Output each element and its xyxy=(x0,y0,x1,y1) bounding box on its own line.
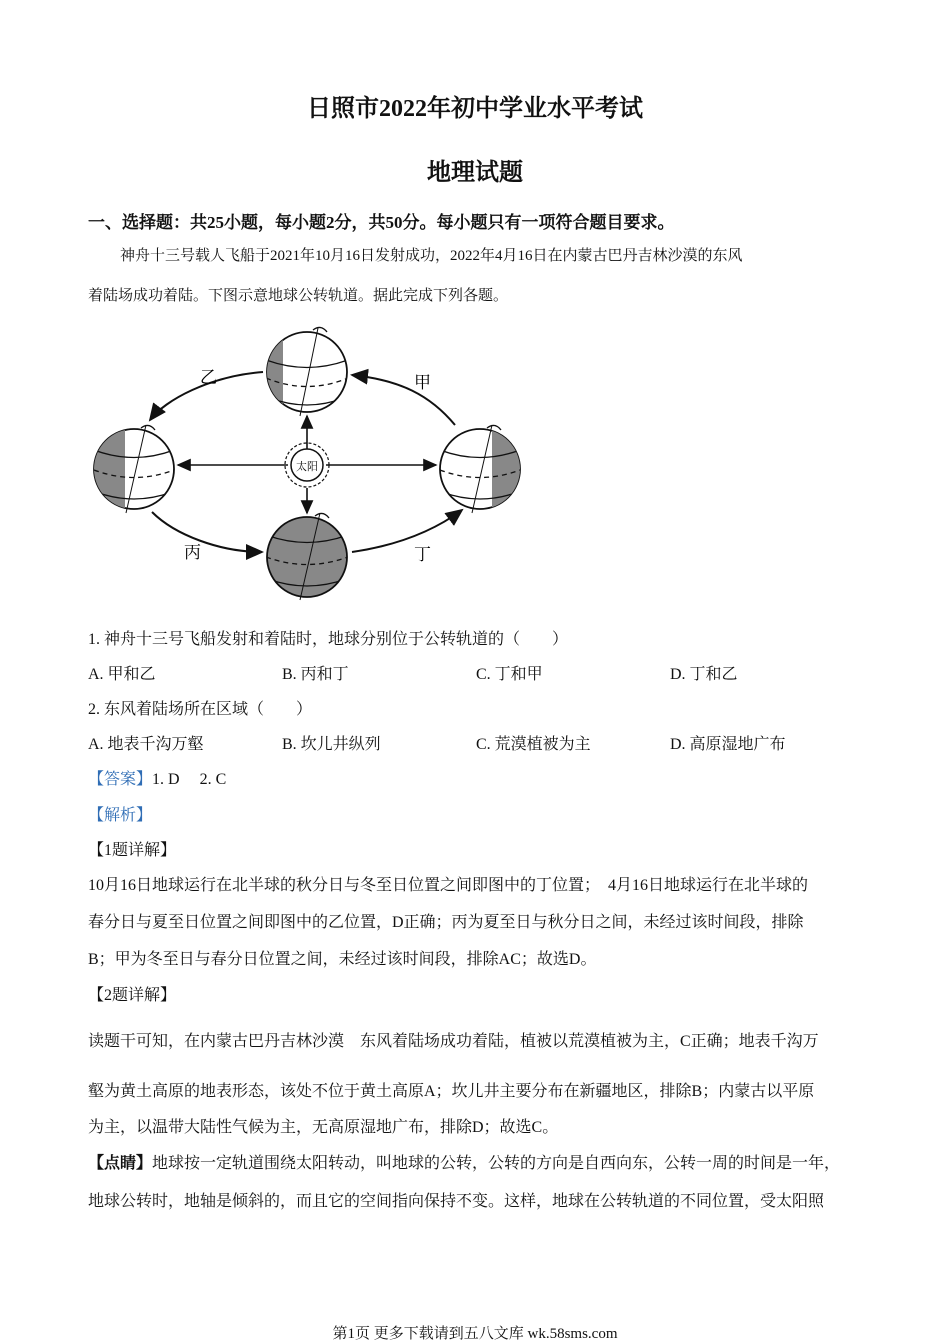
label-yi: 乙 xyxy=(200,368,217,388)
page-footer: 第1页 更多下载请到五八文库 wk.58sms.com xyxy=(332,1326,618,1342)
note-label: 【点睛】 xyxy=(88,1155,153,1172)
label-bing: 丙 xyxy=(184,543,201,563)
page-title: 日照市2022年初中学业水平考试 xyxy=(307,96,643,122)
q2-option-a: A. 地表千沟万壑 xyxy=(88,736,204,753)
orbit-arc-jia xyxy=(352,375,455,425)
q1-option-b: B. 丙和丁 xyxy=(282,666,349,683)
q1-option-a: A. 甲和乙 xyxy=(88,666,156,683)
q2-option-d: D. 高原湿地广布 xyxy=(670,736,786,753)
question-1-stem: 1. 神舟十三号飞船发射和着陆时，地球分别位于公转轨道的（ ） xyxy=(88,631,569,648)
note-line-2: 地球公转时，地轴是倾斜的，而且它的空间指向保持不变。这样，地球在公转轨道的不同位置，受太阳照 xyxy=(88,1193,825,1210)
detail-2-line-1: 读题干可知，在内蒙古巴丹吉林沙漠 东风着陆场成功着陆，植被以荒漠植被为主，C正确；地表千沟万 xyxy=(88,1033,819,1050)
question-2-stem: 2. 东风着陆场所在区域（ ） xyxy=(88,701,313,718)
sun xyxy=(285,443,329,487)
label-ding: 丁 xyxy=(414,545,431,565)
label-jia: 甲 xyxy=(414,373,431,393)
page-subtitle: 地理试题 xyxy=(427,160,523,186)
q1-option-c: C. 丁和甲 xyxy=(476,666,543,683)
earth-top xyxy=(265,327,348,416)
detail-1-line-2: 春分日与夏至日位置之间即图中的乙位置，D正确；丙为夏至日与秋分日之间，未经过该时间段，排除 xyxy=(88,914,804,931)
detail-1-line-3: B；甲为冬至日与春分日位置之间，未经过该时间段，排除AC；故选D。 xyxy=(88,951,597,968)
earth-left xyxy=(90,425,174,515)
section-heading: 一、选择题：共25小题，每小题2分，共50分。每小题只有一项符合题目要求。 xyxy=(88,213,675,232)
intro-line-1: 神舟十三号载人飞船于2021年10月16日发射成功，2022年4月16日在内蒙古巴丹吉林沙漠的东风 xyxy=(120,248,743,264)
detail-2-line-3: 为主，以温带大陆性气候为主，无高原湿地广布，排除D；故选C。 xyxy=(88,1119,559,1136)
answer-text: 1. D 2. C xyxy=(152,771,227,788)
q2-option-b: B. 坎儿井纵列 xyxy=(282,736,381,753)
note-line-1 xyxy=(88,1150,868,1173)
q1-option-d: D. 丁和乙 xyxy=(670,666,738,683)
analysis-label: 【解析】 xyxy=(88,807,153,824)
orbit-arc-ding xyxy=(352,510,462,552)
detail-2-label: 【2题详解】 xyxy=(88,987,177,1004)
answer-line xyxy=(88,766,868,789)
q2-option-c: C. 荒漠植被为主 xyxy=(476,736,591,753)
detail-1-line-1: 10月16日地球运行在北半球的秋分日与冬至日位置之间即图中的丁位置； 4月16日地球运行在北半球的 xyxy=(88,877,809,894)
earth-right xyxy=(440,425,527,515)
detail-2-line-2: 壑为黄土高原的地表形态，该处不位于黄土高原A；坎儿井主要分布在新疆地区，排除B；内蒙古以平原 xyxy=(88,1083,815,1100)
answer-label: 【答案】 xyxy=(88,771,153,788)
orbit-arc-bing xyxy=(152,512,262,552)
note-text-1: 地球按一定轨道围绕太阳转动，叫地球的公转，公转的方向是自西向东，公转一周的时间是一年， xyxy=(152,1155,841,1172)
orbit-diagram xyxy=(80,320,540,610)
intro-line-2: 着陆场成功着陆。下图示意地球公转轨道。据此完成下列各题。 xyxy=(88,288,509,304)
sun-label: 太阳 xyxy=(296,460,318,473)
detail-1-label: 【1题详解】 xyxy=(88,842,177,859)
earth-bottom xyxy=(266,513,348,600)
